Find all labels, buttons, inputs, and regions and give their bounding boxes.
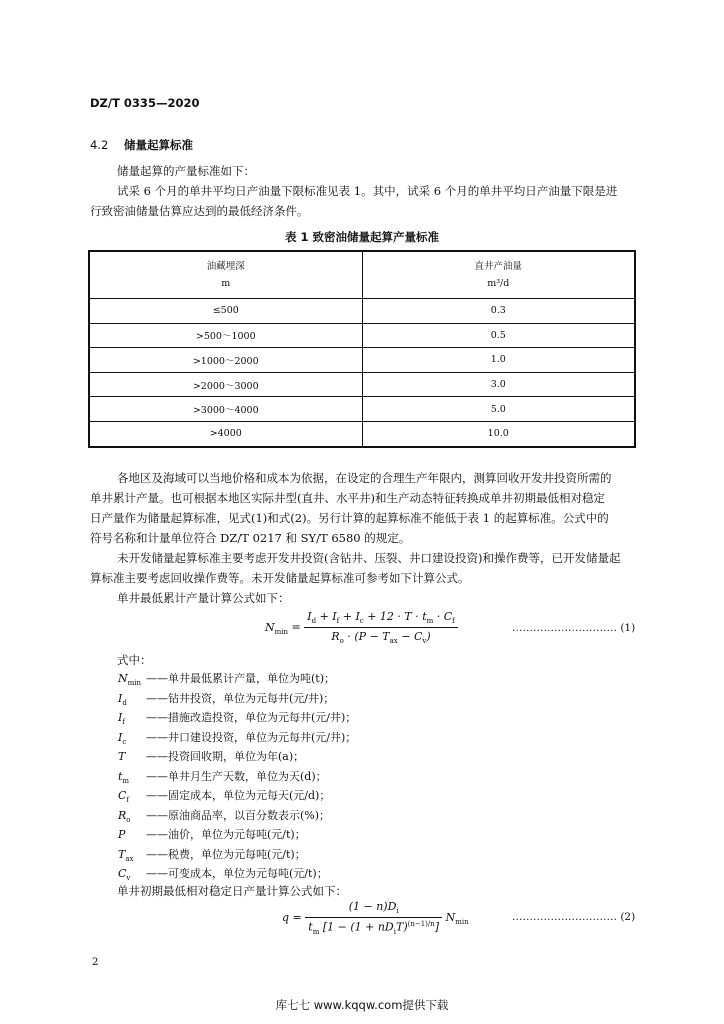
symbol-name: T: [118, 750, 126, 763]
symbol-definition: [118, 808, 330, 828]
section-number: 4.2: [90, 138, 109, 152]
body-paragraph-3-line-3: 日产量作为储量起算标准，见式(1)和式(2)。另行计算的起算标准不能低于表 1 的起算标准。公式中的: [90, 511, 609, 525]
formula-2-denominator: $t_m$ $[1 - (1 + nD_iT)^{(n-1)/n}]$: [308, 920, 440, 937]
symbol-definition: [118, 691, 334, 711]
symbol-description: ——固定成本，单位为元每天(元/d)；: [146, 789, 331, 802]
rate-header-unit: m³/d: [487, 278, 510, 289]
symbol-description: ——油价，单位为元每吨(元/t)；: [146, 828, 306, 841]
depth-cell: ≤500: [89, 299, 362, 324]
symbol-name: $I_c$: [118, 730, 127, 746]
table-row: [89, 348, 635, 373]
symbol-name: P: [118, 828, 126, 841]
body-paragraph-3-line-4: 符号名称和计量单位符合 DZ/T 0217 和 SY/T 6580 的规定。: [90, 531, 411, 545]
symbol-name: $I_d$: [118, 691, 127, 707]
depth-cell: >1000～2000: [89, 348, 362, 373]
formula-2-numerator: $(1 - n)D_i$: [305, 900, 442, 918]
symbol-definition: [118, 749, 304, 765]
production-standard-table: [88, 250, 636, 448]
rate-cell: 1.0: [362, 348, 635, 373]
page-number: 2: [92, 957, 99, 968]
symbol-description: ——可变成本，单位为元每吨(元/t)；: [146, 867, 328, 880]
formula-2-tail: $N_{min}$: [445, 911, 469, 927]
symbol-description: ——投资回收期，单位为年(a)；: [146, 750, 305, 763]
symbol-name: $C_v$: [118, 867, 131, 883]
depth-cell: >4000: [89, 421, 362, 446]
where-label: 式中：: [117, 653, 152, 667]
symbol-definition: [118, 827, 306, 843]
depth-cell: >3000～4000: [89, 397, 362, 422]
intro-paragraph-2-line-1: 试采 6 个月的单井平均日产油量下限标准见表 1。其中，试采 6 个月的单井平均日产油量下限是进: [117, 184, 618, 198]
formula-1-fraction: [304, 610, 458, 645]
depth-header-label: 油藏埋深: [206, 261, 245, 272]
rate-header-label: 直井产油量: [474, 261, 522, 272]
symbol-definition: [118, 847, 306, 867]
table-row: [89, 372, 635, 397]
symbol-name: $T_{ax}$: [118, 847, 134, 863]
table-header-row: [89, 251, 635, 299]
rate-cell: 10.0: [362, 421, 635, 446]
body-paragraph-3-line-2: 单井累计产量。也可根据本地区实际井型(直井、水平井)和生产动态特征转换成单井初期最低相对稳定: [90, 491, 605, 505]
table-row: [89, 299, 635, 324]
symbol-definition: [118, 730, 356, 750]
symbol-name: $I_f$: [118, 711, 125, 727]
body-paragraph-6: 单井初期最低相对稳定日产量计算公式如下：: [117, 884, 347, 898]
symbol-description: ——单井最低累计产量，单位为吨(t)；: [146, 672, 336, 685]
table-row: [89, 397, 635, 422]
symbol-description: ——井口建设投资，单位为元每井(元/井)；: [146, 730, 357, 744]
formula-2-lhs: q: [282, 911, 290, 925]
body-paragraph-3-line-1: 各地区及海域可以当地价格和成本为依据，在设定的合理生产年限内，测算回收开发井投资所需的: [117, 471, 612, 485]
symbol-definition: [118, 788, 330, 808]
symbol-description: ——单井月生产天数，单位为天(d)；: [146, 769, 327, 783]
symbol-name: $R_o$: [118, 808, 131, 824]
rate-cell: 3.0: [362, 372, 635, 397]
symbol-description: ——原油商品率，以百分数表示(%)；: [146, 808, 331, 822]
rate-column-header: [362, 251, 635, 299]
rate-cell: 0.3: [362, 299, 635, 324]
rate-cell: 5.0: [362, 397, 635, 422]
symbol-description: ——税费，单位为元每吨(元/t)；: [146, 847, 306, 861]
body-paragraph-4-line-2: 算标准主要考虑回收操作费等。未开发储量起算标准可参考如下计算公式。: [90, 571, 470, 585]
symbol-definition: [118, 671, 335, 691]
symbol-description: ——钻井投资，单位为元每井(元/井)；: [146, 691, 335, 705]
depth-cell: >2000～3000: [89, 372, 362, 397]
section-title: 储量起算标准: [124, 138, 193, 152]
symbol-definition: [118, 710, 356, 730]
download-footer: 库七七 www.kqqw.com提供下载: [275, 998, 449, 1012]
intro-paragraph-1: 储量起算的产量标准如下：: [117, 164, 255, 178]
symbol-name: $N_{min}$: [118, 672, 142, 688]
table-row: [89, 323, 635, 348]
depth-cell: >500～1000: [89, 323, 362, 348]
section-heading: [90, 137, 193, 153]
body-paragraph-5: 单井最低累计产量计算公式如下：: [117, 591, 290, 605]
table-title: 表 1 致密油储量起算产量标准: [284, 230, 439, 244]
formula-2: q = $\frac{(1 - n)D_i}{t_m [1 - (1 + nD_iT)^{(n-1)/n}]}$ $N_{min}$: [282, 900, 469, 937]
symbol-name: $t_m$: [118, 769, 130, 785]
document-code: DZ/T 0335—2020: [90, 96, 200, 110]
rate-cell: 0.5: [362, 323, 635, 348]
formula-1-number: ………………………… (1): [512, 622, 636, 634]
symbol-description: ——措施改造投资，单位为元每井(元/井)；: [146, 711, 357, 724]
formula-1-numerator: $I_d + I_f + I_c + 12 \cdot T \cdot t_m \cdot C_f$: [304, 610, 458, 628]
intro-paragraph-2-line-2: 行致密油储量估算应达到的最低经济条件。: [90, 204, 309, 218]
formula-1-denominator: $R_o \cdot (P - T_{ax} - C_v)$: [331, 630, 431, 646]
depth-header-unit: m: [221, 278, 231, 289]
formula-2-fraction: [305, 900, 442, 936]
formula-1: $N_{min}$ = $\frac{I_d + I_f + I_c + 12 \cdot T \cdot t_m \cdot C_f}{R_o \cdot (P - T_{ax} - C_v)}$: [265, 610, 458, 645]
table-row: [89, 421, 635, 446]
depth-column-header: [89, 251, 362, 299]
symbol-name: $C_f$: [118, 789, 130, 805]
formula-1-lhs: $N_{min}$: [265, 620, 289, 636]
body-paragraph-4-line-1: 未开发储量起算标准主要考虑开发井投资(含钻井、压裂、井口建设投资)和操作费等，已开发储量起: [117, 551, 621, 565]
symbol-definition: [118, 769, 327, 789]
formula-2-number: ………………………… (2): [512, 911, 636, 923]
